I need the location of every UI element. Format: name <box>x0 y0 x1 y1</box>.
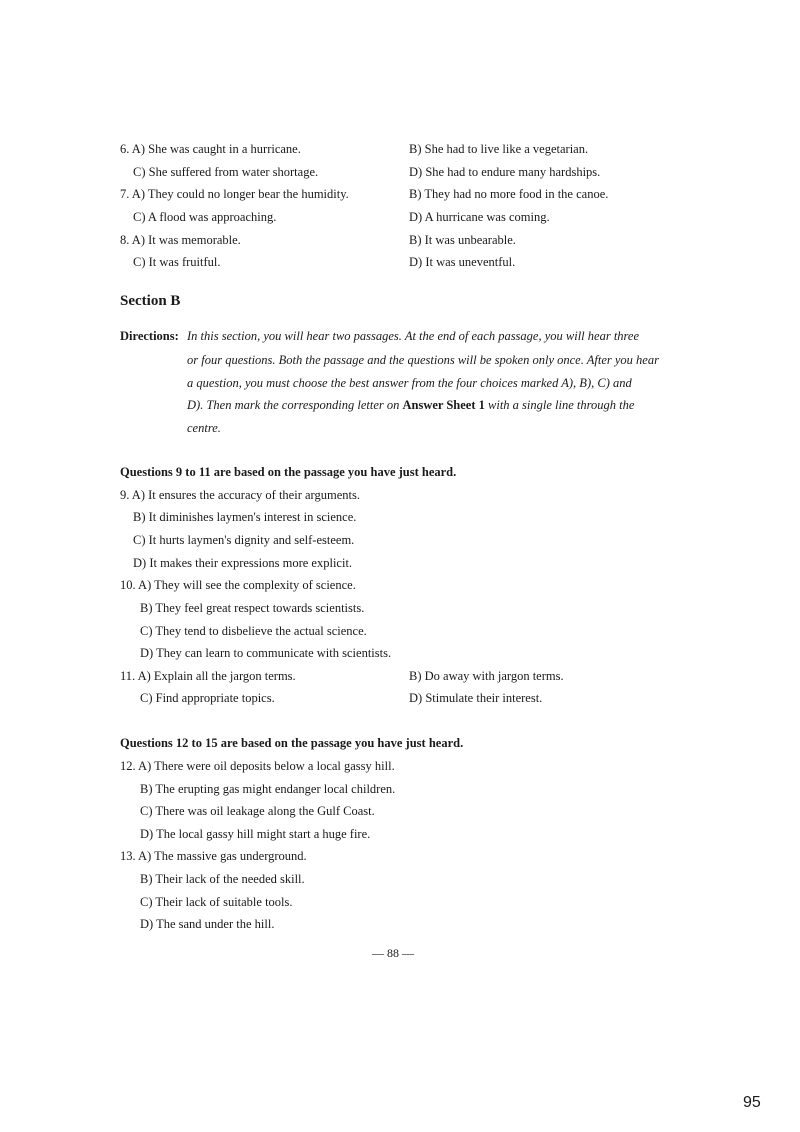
group1-heading: Questions 9 to 11 are based on the passage you have just heard. <box>120 465 457 479</box>
group2-heading: Questions 12 to 15 are based on the passage you have just heard. <box>120 736 464 750</box>
q9-option-a: 9. A) It ensures the accuracy of their arguments. <box>120 488 360 502</box>
pdf-page-number: 95 <box>743 1094 761 1111</box>
q10-option-c: C) They tend to disbelieve the actual science. <box>140 624 367 638</box>
q11-option-a: 11. A) Explain all the jargon terms. <box>120 669 296 683</box>
section-title: Section B <box>120 293 181 309</box>
answer-sheet-label: Answer Sheet 1 <box>402 398 485 412</box>
q8-option-d: D) It was uneventful. <box>409 255 516 269</box>
q8-option-b: B) It was unbearable. <box>409 233 516 247</box>
q7-option-b: B) They had no more food in the canoe. <box>409 187 609 201</box>
q12-option-d: D) The local gassy hill might start a huge fire. <box>140 827 371 841</box>
q10-option-d: D) They can learn to communicate with scientists. <box>140 646 392 660</box>
q13-option-a: 13. A) The massive gas underground. <box>120 849 307 863</box>
q9-option-b: B) It diminishes laymen's interest in science. <box>133 510 357 524</box>
q6-option-a: 6. A) She was caught in a hurricane. <box>120 142 301 156</box>
q6-option-b: B) She had to live like a vegetarian. <box>409 142 589 156</box>
directions-label: Directions: <box>120 329 179 343</box>
q12-option-b: B) The erupting gas might endanger local children. <box>140 782 396 796</box>
q11-option-c: C) Find appropriate topics. <box>140 691 275 705</box>
q13-option-d: D) The sand under the hill. <box>140 917 275 931</box>
directions-line-4-text: D). Then mark the corresponding letter on <box>187 398 400 412</box>
page-footer-number: — 88 — <box>372 946 414 960</box>
directions-line-4 <box>187 398 679 413</box>
q12-option-a: 12. A) There were oil deposits below a local gassy hill. <box>120 759 395 773</box>
q8-option-a: 8. A) It was memorable. <box>120 233 241 247</box>
directions-line-5: centre. <box>187 421 221 435</box>
q6-option-c: C) She suffered from water shortage. <box>133 165 319 179</box>
q13-option-b: B) Their lack of the needed skill. <box>140 872 305 886</box>
directions-line-1: In this section, you will hear two passages. At the end of each passage, you will hear three <box>187 329 640 343</box>
directions-line-2: or four questions. Both the passage and the questions will be spoken only once. After you hear <box>187 353 659 367</box>
q10-option-b: B) They feel great respect towards scientists. <box>140 601 365 615</box>
q11-option-b: B) Do away with jargon terms. <box>409 669 564 683</box>
q12-option-c: C) There was oil leakage along the Gulf Coast. <box>140 804 375 818</box>
q10-option-a: 10. A) They will see the complexity of science. <box>120 578 356 592</box>
q9-option-c: C) It hurts laymen's dignity and self-esteem. <box>133 533 355 547</box>
q7-option-c: C) A flood was approaching. <box>133 210 277 224</box>
directions-line-4-tail: with a single line through the <box>488 398 635 412</box>
q7-option-a: 7. A) They could no longer bear the humidity. <box>120 187 349 201</box>
q13-option-c: C) Their lack of suitable tools. <box>140 895 293 909</box>
q6-option-d: D) She had to endure many hardships. <box>409 165 601 179</box>
q8-option-c: C) It was fruitful. <box>133 255 221 269</box>
q7-option-d: D) A hurricane was coming. <box>409 210 550 224</box>
directions-line-3: a question, you must choose the best answer from the four choices marked A), B), C) and <box>187 376 632 390</box>
q9-option-d: D) It makes their expressions more explicit. <box>133 556 353 570</box>
q11-option-d: D) Stimulate their interest. <box>409 691 543 705</box>
